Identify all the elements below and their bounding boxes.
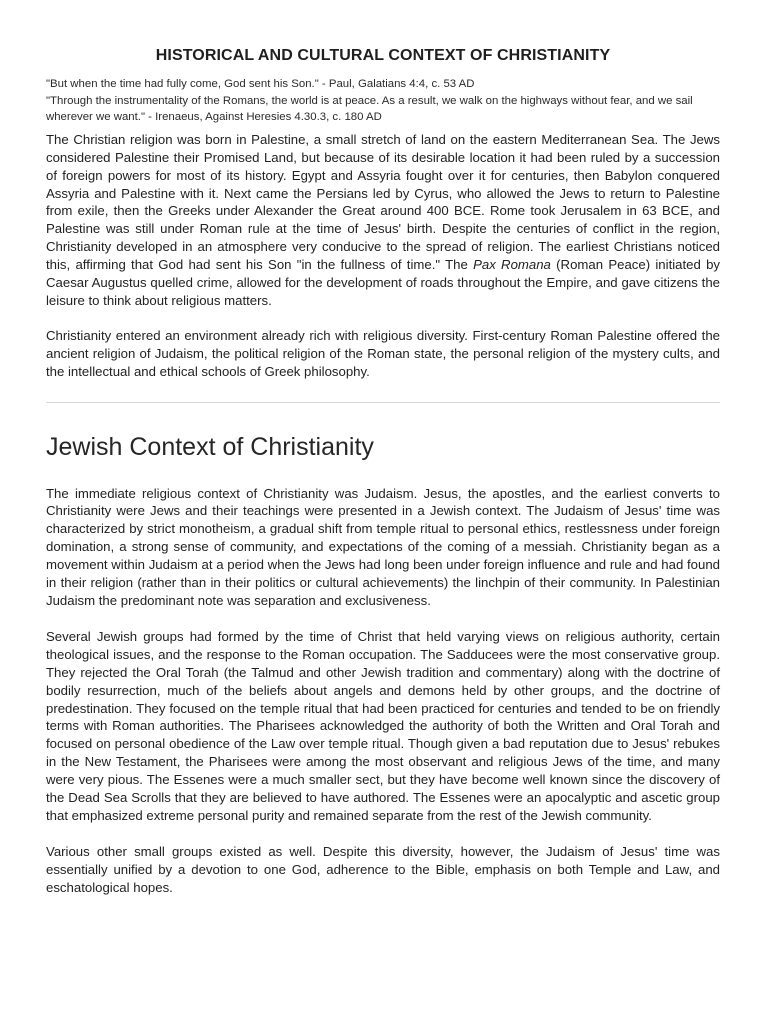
document-page <box>46 0 720 897</box>
pax-romana-term: Pax Romana <box>473 257 551 273</box>
quote-irenaeus: "Through the instrumentality of the Romans, the world is at peace. As a result, we walk on the highways without fear, and we sail wherever we want." - Irenaeus, Against Heresies 4.30.3, c. 180 AD <box>46 94 693 124</box>
section-divider <box>46 402 720 403</box>
document-title: HISTORICAL AND CULTURAL CONTEXT OF CHRISTIANITY <box>155 47 611 64</box>
epigraph-quotes <box>46 76 720 126</box>
intro-p1-text-before: The Christian religion was born in Palestine, a small stretch of land on the eastern Mediterranean Sea. The Jews considered Palestine their Promised Land, but because of its desirable location it had been ruled by a succession of foreign powers for most of its history. Egypt and Assyria fought over it for centuries, then Babylon conquered Assyria and Palestine with it. Next came the Persians led by Cyrus, who allowed the Jews to return to Palestine from exile, then the Greeks under Alexander the Great around 400 BCE. Rome took Jerusalem in 63 BCE, and Palestine was still under Roman rule at the time of Jesus' birth. Despite the centuries of conflict in the region, Christianity developed in an atmosphere very conducive to the spread of religion. The earliest Christians noticed this, affirming that God had sent his Son "in the fullness of time." The <box>46 131 720 273</box>
intro-paragraph-1 <box>46 131 720 310</box>
section-paragraph-1: The immediate religious context of Christianity was Judaism. Jesus, the apostles, and the earliest converts to Christianity were Jews and their teachings were presented in a Jewish context. The Judaism of Jesus' time was characterized by strict monotheism, a gradual shift from temple ritual to personal ethics, restlessness under foreign domination, a strong sense of community, and expectations of the coming of a messiah. Christianity began as a movement within Judaism at a period when the Jews had long been under foreign influence and rule and had found in their religion (rather than in their politics or cultural achievements) the linchpin of their community. In Palestinian Judaism the predominant note was separation and exclusiveness. <box>46 485 720 608</box>
intro-paragraph-2: Christianity entered an environment already rich with religious diversity. First-century Roman Palestine offered the ancient religion of Judaism, the political religion of the Roman state, the personal religion of the mystery cults, and the intellectual and ethical schools of Greek philosophy. <box>46 327 720 379</box>
quote-paul: "But when the time had fully come, God sent his Son." - Paul, Galatians 4:4, c. 53 AD <box>46 78 475 90</box>
intro-p1-text-after: (Roman Peace) initiated by Caesar Augustus quelled crime, allowed for the development of roads throughout the Empire, and gave citizens the leisure to think about religious matters. <box>46 257 721 308</box>
section-heading: Jewish Context of Christianity <box>46 432 374 461</box>
section-paragraph-2: Several Jewish groups had formed by the time of Christ that held varying views on religious authority, certain theological issues, and the response to the Roman occupation. The Sadducees were the most conservative group. They rejected the Oral Torah (the Talmud and other Jewish tradition and commentary) along with the doctrine of bodily resurrection, much of the beliefs about angels and demons held by other groups, and the doctrine of predestination. They focused on the temple ritual that had been practiced for centuries and tended to be on friendly terms with Roman authorities. The Pharisees acknowledged the authority of both the Written and Oral Torah and focused on personal obedience of the Law over temple ritual. Though given a bad reputation due to Jesus' rebukes in the New Testament, the Pharisees were among the most observant and religious Jews of the time, and many were very pious. The Essenes were a much smaller sect, but they have become well known since the discovery of the Dead Sea Scrolls that they are believed to have authored. The Essenes were an apocalyptic and ascetic group that emphasized extreme personal purity and remained separate from the rest of the Jewish community. <box>46 628 720 823</box>
section-paragraph-3: Various other small groups existed as well. Despite this diversity, however, the Judaism of Jesus' time was essentially unified by a devotion to one God, adherence to the Bible, emphasis on both Temple and Law, and eschatological hopes. <box>46 843 720 895</box>
